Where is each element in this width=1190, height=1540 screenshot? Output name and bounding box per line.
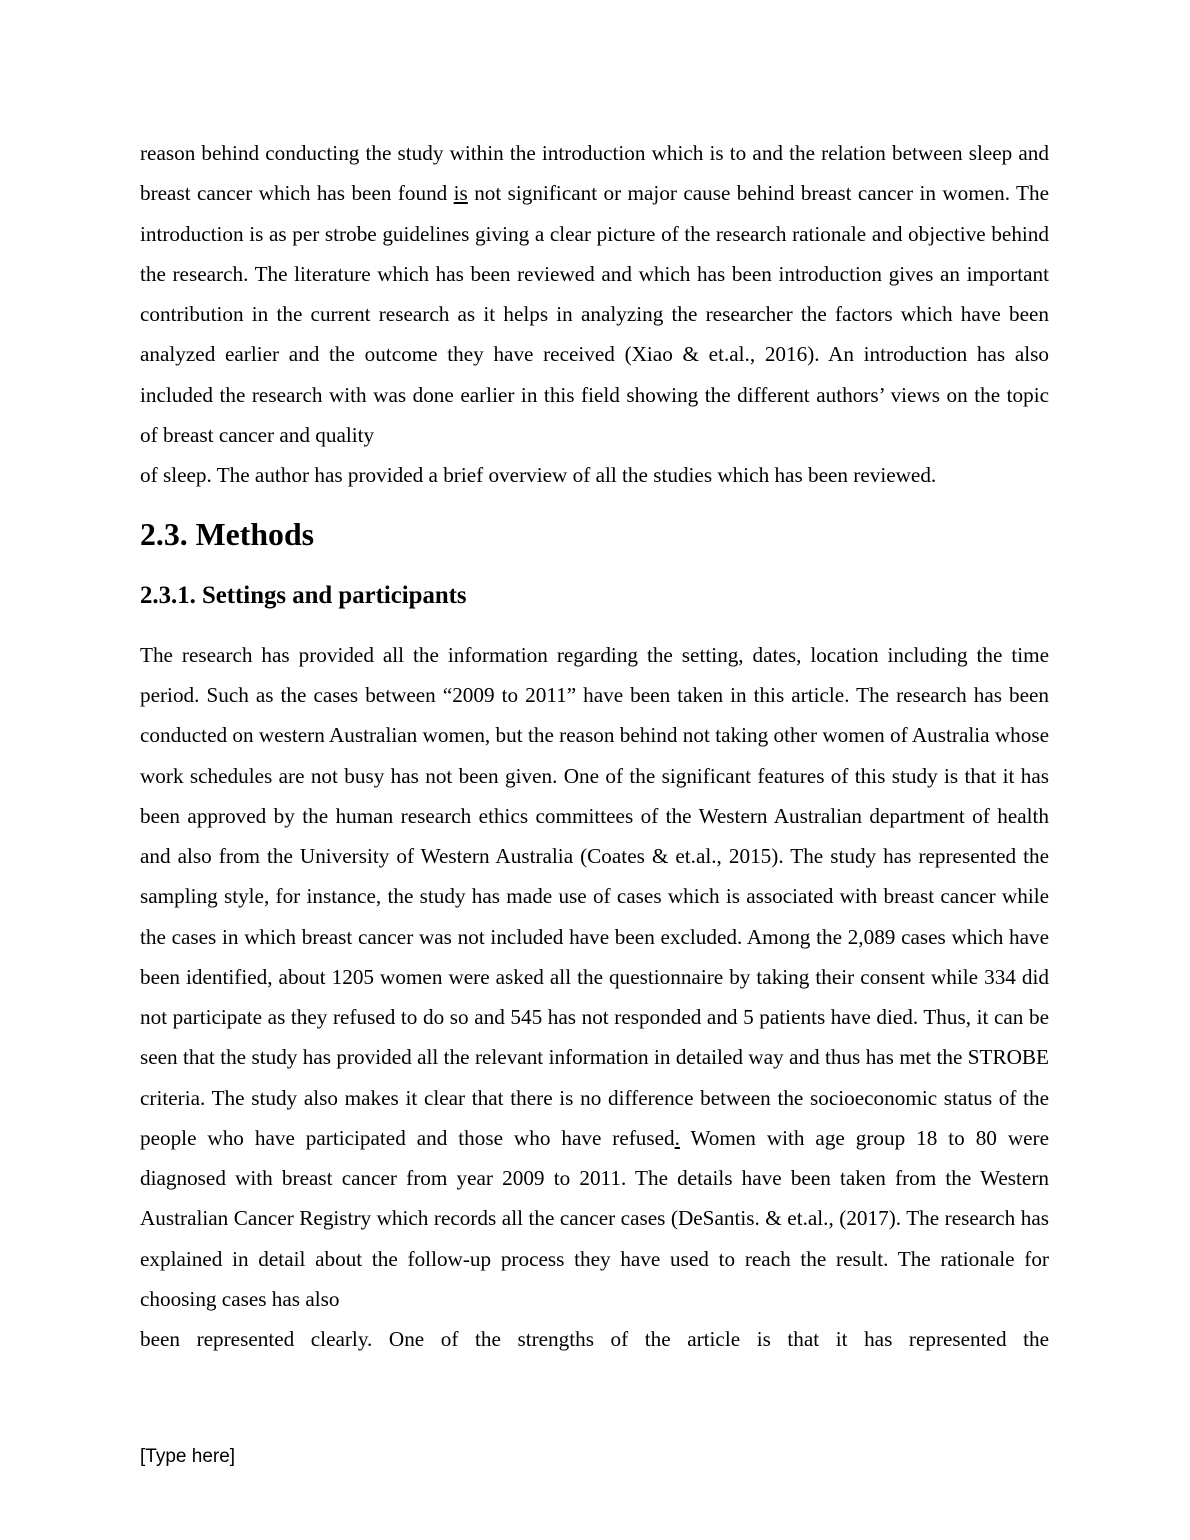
footer-placeholder[interactable]: [Type here]: [140, 1446, 236, 1467]
paragraph-text: The research has provided all the information regarding the setting, dates, location including the time period. Such as the cases between “2009 to 2011” have been taken in this article. The research has been conducted on western Australian women, but the reason behind not taking other women of Australia whose work schedules are not busy has not been given. One of the significant features of this study is that it has been approved by the human research ethics committees of the Western Australian department of health and also from the University of Western Australia (Coates & et.al., 2015). The study has represented the sampling style, for instance, the study has made use of cases which is associated with breast cancer while the cases in which breast cancer was not included have been excluded. Among the 2,089 cases which have been identified, about 1205 women were asked all the questionnaire by taking their consent while 334 did not participate as they refused to do so and 545 has not responded and 5 patients have died. Thus, it can be seen that the study has provided all the relevant information in detailed way and thus has met the STROBE criteria. The study also makes it clear that there is no difference between the socioeconomic status of the people who have participated and those who have refused: [140, 642, 1049, 1150]
paragraph-text: Women with age group 18 to 80 were diagnosed with breast cancer from year 2009 to 2011. The details have been taken from the Western Australian Cancer Registry which records all the cancer cases (DeSantis. & et.al., (2017). The research has explained in detail about the follow-up process they have used to reach the result. The rationale for choosing cases has also: [140, 1125, 1049, 1311]
document-body: [140, 133, 1049, 1359]
paragraph-last-line: been represented clearly. One of the strengths of the article is that it has represented the: [140, 1327, 1049, 1351]
underlined-word: is: [453, 181, 468, 206]
heading-settings-participants: 2.3.1. Settings and participants: [140, 581, 467, 609]
paragraph-last-line: of sleep. The author has provided a brief overview of all the studies which has been reviewed.: [140, 463, 937, 487]
paragraph-settings-participants: [140, 635, 1049, 1360]
paragraph-text: reason behind conducting the study within the introduction which is to and the relation between sleep and breast cancer which has been found: [140, 141, 1049, 206]
paragraph-text: not significant or major cause behind breast cancer in women. The introduction is as per strobe guidelines giving a clear picture of the research rationale and objective behind the research. The literature which has been reviewed and which has been introduction gives an important contribution in the current research as it helps in analyzing the researcher the factors which have been analyzed earlier and the outcome they have received (Xiao & et.al., 2016). An introduction has also included the research with was done earlier in this field showing the different authors’ views on the topic of breast cancer and quality: [140, 181, 1049, 447]
heading-methods: 2.3. Methods: [140, 517, 314, 553]
paragraph-introduction-review: [140, 133, 1049, 495]
underlined-period: .: [674, 1125, 680, 1150]
